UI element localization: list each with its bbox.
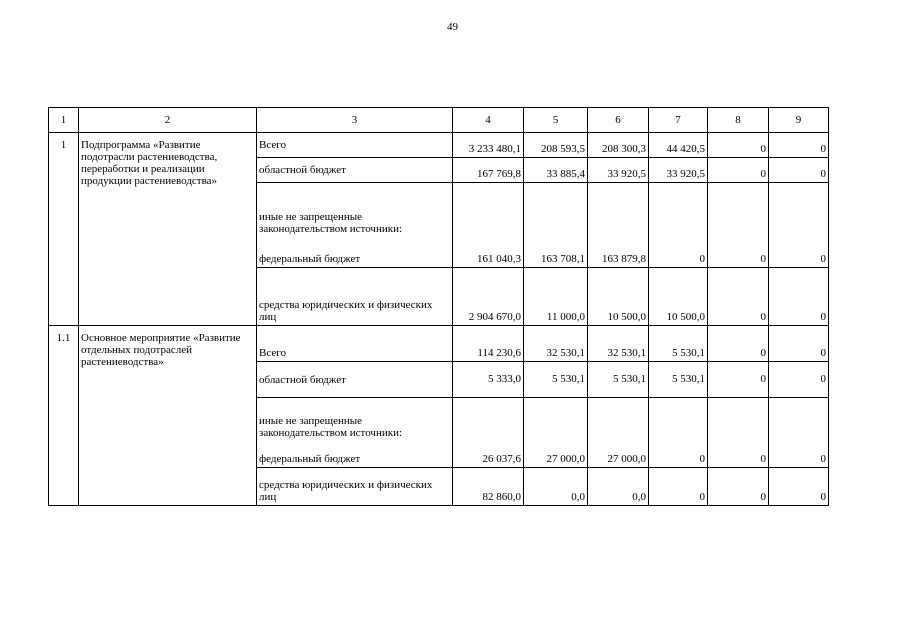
value-cell: 0 [649,468,708,506]
value-cell: 0 [769,362,829,398]
funding-source: иные не запрещенные законодательством источники: [259,211,403,235]
value-cell: 0 [769,268,829,326]
value-cell: 0 [708,326,769,362]
header-row [49,108,829,133]
value-cell: 33 920,5 [588,158,649,183]
header-cell: 6 [588,108,649,133]
funding-source: средства юридических и физических лиц [257,468,453,506]
page-number: 49 [447,21,458,33]
value-cell: 163 879,8 [588,183,649,268]
value-cell: 33 885,4 [524,158,588,183]
funding-source: средства юридических и физических лиц [257,268,453,326]
value-cell: 11 000,0 [524,268,588,326]
value-cell: 5 333,0 [453,362,524,398]
header-cell: 8 [708,108,769,133]
value-cell: 0 [708,133,769,158]
value-cell: 5 530,1 [649,362,708,398]
program-name: Подпрограмма «Развитие подотрасли растениеводства, переработки и реализации продукции растениеводства» [79,133,257,326]
header-cell: 1 [49,108,79,133]
header-cell: 2 [79,108,257,133]
value-cell: 208 300,3 [588,133,649,158]
value-cell: 0 [708,398,769,468]
value-cell: 3 233 480,1 [453,133,524,158]
value-cell: 0 [708,268,769,326]
funding-source: иные не запрещенные законодательством источники: [259,415,403,439]
value-cell: 0 [769,398,829,468]
value-cell: 27 000,0 [524,398,588,468]
value-cell: 0 [708,468,769,506]
value-cell: 5 530,1 [649,326,708,362]
value-cell: 0 [649,183,708,268]
table-row [49,326,829,362]
value-cell: 33 920,5 [649,158,708,183]
header-cell: 5 [524,108,588,133]
table-row [49,133,829,158]
value-cell: 0,0 [588,468,649,506]
value-cell: 0,0 [524,468,588,506]
value-cell: 0 [769,158,829,183]
program-name: Основное мероприятие «Развитие отдельных подотраслей растениеводства» [79,326,257,506]
value-cell: 26 037,6 [453,398,524,468]
value-cell: 0 [769,183,829,268]
value-cell: 163 708,1 [524,183,588,268]
value-cell: 0 [769,468,829,506]
budget-table [48,107,829,506]
value-cell: 0 [769,133,829,158]
value-cell: 161 040,3 [453,183,524,268]
value-cell: 27 000,0 [588,398,649,468]
value-cell: 0 [649,398,708,468]
value-cell: 44 420,5 [649,133,708,158]
funding-source: Всего [257,133,453,158]
header-cell: 4 [453,108,524,133]
row-number: 1 [49,133,79,326]
header-cell: 9 [769,108,829,133]
funding-source: федеральный бюджет [259,253,361,265]
value-cell: 32 530,1 [524,326,588,362]
header-cell: 7 [649,108,708,133]
value-cell: 0 [708,362,769,398]
value-cell: 5 530,1 [588,362,649,398]
value-cell: 0 [769,326,829,362]
value-cell: 5 530,1 [524,362,588,398]
funding-source: Всего [257,326,453,362]
value-cell: 167 769,8 [453,158,524,183]
value-cell: 208 593,5 [524,133,588,158]
row-number: 1.1 [49,326,79,506]
value-cell: 82 860,0 [453,468,524,506]
funding-source: областной бюджет [257,158,453,183]
header-cell: 3 [257,108,453,133]
value-cell: 2 904 670,0 [453,268,524,326]
value-cell: 0 [708,158,769,183]
funding-source-group [257,183,453,268]
value-cell: 114 230,6 [453,326,524,362]
funding-source-group [257,398,453,468]
value-cell: 32 530,1 [588,326,649,362]
value-cell: 10 500,0 [588,268,649,326]
funding-source: федеральный бюджет [259,453,361,465]
funding-source: областной бюджет [257,362,453,398]
value-cell: 0 [708,183,769,268]
value-cell: 10 500,0 [649,268,708,326]
